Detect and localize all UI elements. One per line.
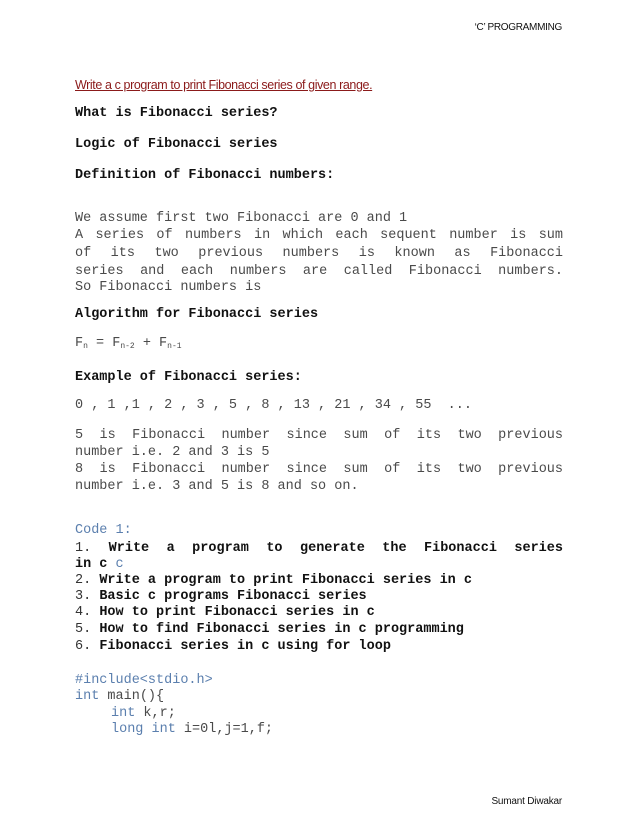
list-item: 6. Fibonacci series in c using for loop — [75, 639, 391, 654]
page-header: ‘C’ PROGRAMMING — [474, 22, 562, 33]
list-item: 2. Write a program to print Fibonacci series in c — [75, 573, 472, 588]
example-line: 8 is Fibonacci number since sum of its two previous — [75, 462, 563, 477]
list-item: 4. How to print Fibonacci series in c — [75, 605, 375, 620]
example-line: number i.e. 2 and 3 is 5 — [75, 445, 270, 460]
code-main: int main(){ — [75, 689, 165, 704]
heading-definition: Definition of Fibonacci numbers: — [75, 168, 335, 183]
definition-line: A series of numbers in which each sequent number is sum — [75, 228, 563, 243]
code-include: #include<stdio.h> — [75, 673, 213, 688]
example-line: number i.e. 3 and 5 is 8 and so on. — [75, 479, 359, 494]
heading-what-is: What is Fibonacci series? — [75, 106, 278, 121]
list-item: 3. Basic c programs Fibonacci series — [75, 589, 367, 604]
page-title: Write a c program to print Fibonacci series of given range. — [75, 78, 373, 92]
list-item: 1. Write a program to generate the Fibonacci series — [75, 541, 563, 556]
definition-line: of its two previous numbers is known as Fibonacci — [75, 246, 563, 261]
formula: $F_n = F_{n-2} + F_{n-1}$ — [75, 336, 182, 351]
heading-example: Example of Fibonacci series: — [75, 370, 302, 385]
code-decl-long: long int i=0l,j=1,f; — [111, 722, 274, 737]
code-decl-int: int k,r; — [111, 706, 176, 721]
list-item: in c c — [75, 557, 124, 572]
definition-line: series and each numbers are called Fibonacci numbers. — [75, 264, 563, 279]
example-series: 0 , 1 ,1 , 2 , 3 , 5 , 8 , 13 , 21 , 34 , 55 ... — [75, 398, 472, 413]
code-label: Code 1: — [75, 523, 132, 538]
example-line: 5 is Fibonacci number since sum of its two previous — [75, 428, 563, 443]
page-footer-author: Sumant Diwakar — [491, 796, 562, 807]
definition-line: We assume first two Fibonacci are 0 and 1 — [75, 211, 408, 226]
heading-algorithm: Algorithm for Fibonacci series — [75, 307, 319, 322]
list-item: 5. How to find Fibonacci series in c programming — [75, 622, 464, 637]
definition-line: So Fibonacci numbers is — [75, 280, 262, 295]
heading-logic: Logic of Fibonacci series — [75, 137, 278, 152]
